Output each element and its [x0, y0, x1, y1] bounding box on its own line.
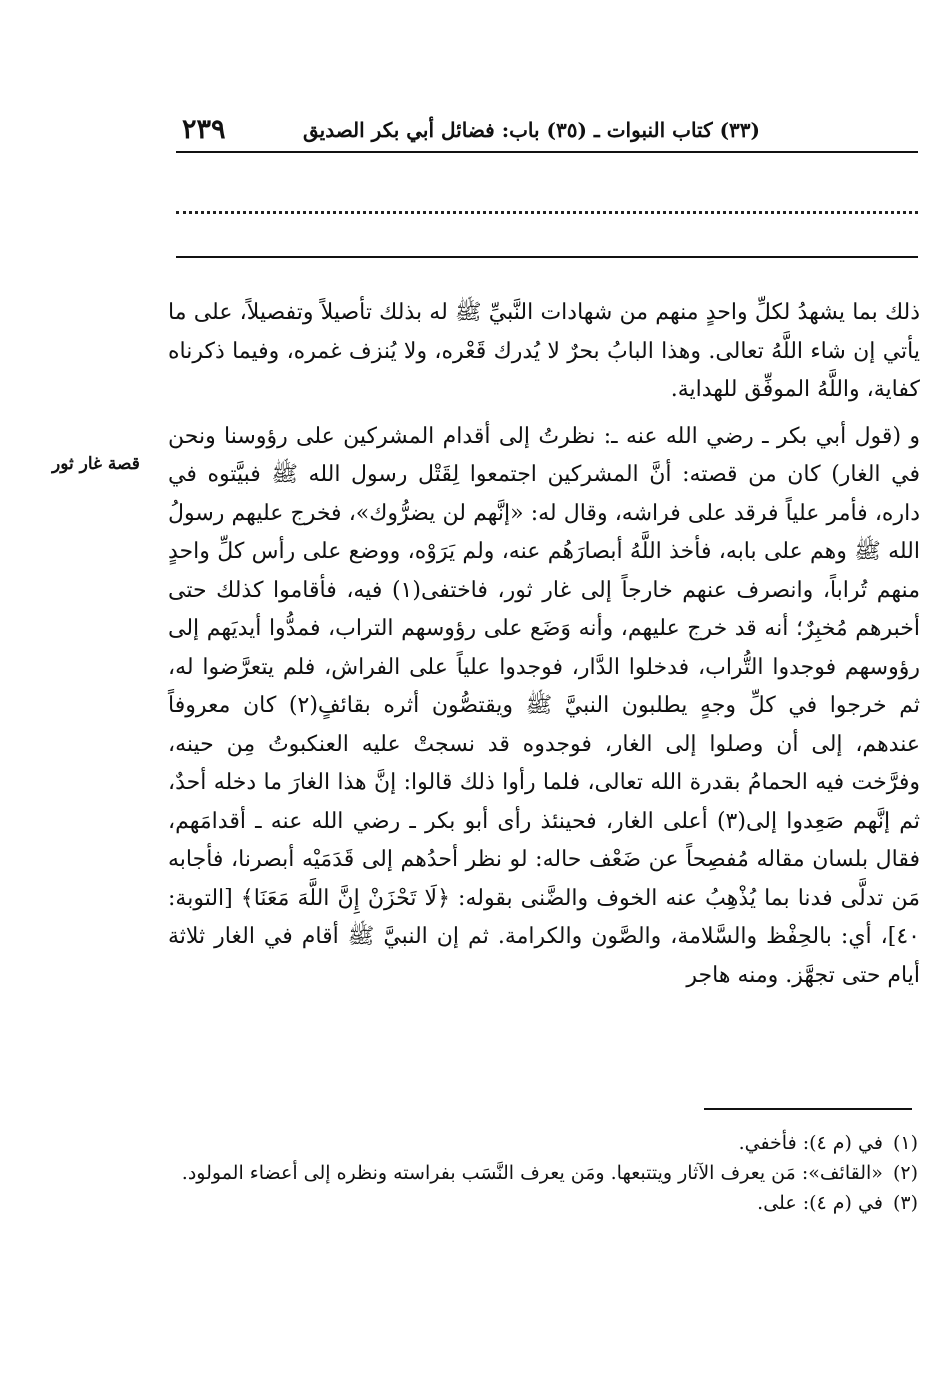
footnotes [168, 1128, 918, 1218]
footnote-text: «القائف»: مَن يعرف الآثار ويتتبعها. ومَن يعرف النَّسَب بفراسته ونظره إلى أعضاء المولود. [181, 1162, 883, 1184]
section-divider-rule [176, 256, 918, 258]
page-header [176, 112, 918, 152]
footnote-2 [168, 1158, 918, 1188]
footnote-1 [168, 1128, 918, 1158]
paragraph-2: و (قول أبي بكر ـ رضي الله عنه ـ: نظرتُ إلى أقدام المشركين على رؤوسنا ونحن في الغار) كان من قصته: أنَّ المشركين اجتمعوا لِقَتْل رسول الله ﷺ فبيَّتوه في داره، فأمر علياً فرقد على فراشه، وقال له: «إنَّهم لن يضرُّوك»، فخرج عليهم رسولُ الله ﷺ وهم على بابه، فأخذ اللَّهُ أبصارَهُم عنه، ولم يَرَوْه، ووضع على رأس كلِّ واحدٍ منهم تُراباً، وانصرف عنهم خارجاً إلى غار ثور، فاختفى(١) فيه، فأقاموا كذلك حتى أخبرهم مُخبِرٌ؛ أنه قد خرج عليهم، وأنه وَضَع على رؤوسهم التراب، فمدُّوا أيديَهم إلى رؤوسهم فوجدوا التُّراب، فدخلوا الدَّار، فوجدوا علياً على الفراش، فلم يتعرَّضوا له، ثم خرجوا في كلِّ وجهٍ يطلبون النبيَّ ﷺ ويقتصُّون أثره بقائفٍ(٢) كان معروفاً عندهم، إلى أن وصلوا إلى الغار، فوجدوه قد نسجتْ عليه العنكبوتُ مِن حينه، وفرَّخت فيه الحمامُ بقدرة الله تعالى، فلما رأوا ذلك قالوا: إنَّ هذا الغارَ ما دخله أحدٌ، ثم إنَّهم صَعِدوا إلى(٣) أعلى الغار، فحينئذ رأى أبو بكر ـ رضي الله عنه ـ أقدامَهم، فقال بلسان مقاله مُفصِحاً عن ضَعْف حاله: لو نظر أحدُهم إلى قَدَمَيْه أبصرنا، فأجابه مَن تدلَّى فدنا بما يُذْهِبُ عنه الخوف والضَّنى بقوله: ﴿لَا تَحْزَنْ إِنَّ اللَّهَ مَعَنَا﴾ [التوبة: ٤٠]، أي: بالحِفْظ والسَّلامة، والصَّون والكرامة. ثم إن النبيَّ ﷺ أقام في الغار ثلاثة أيام حتى تجهَّز. ومنه هاجر [168, 423, 921, 988]
page-number: ٢٣٩ [182, 114, 226, 145]
main-text [168, 294, 920, 995]
footnote-3 [168, 1188, 918, 1218]
footnote-separator [704, 1108, 912, 1110]
ellipsis-dotted-line [176, 194, 918, 214]
footnote-text: في (م ٤): على. [757, 1192, 883, 1214]
footnote-number: (٣) [892, 1192, 918, 1214]
footnote-text: في (م ٤): فأخفي. [738, 1132, 883, 1154]
header-rule [176, 151, 918, 153]
footnote-number: (١) [892, 1132, 918, 1154]
paragraph-1: ذلك بما يشهدُ لكلِّ واحدٍ منهم من شهادات النَّبيِّ ﷺ له بذلك تأصيلاً وتفصيلاً، على ما يأتي إن شاء اللَّهُ تعالى. وهذا البابُ بحرٌ لا يُدرك قَعْره، ولا يُنزف غمره، وفيما ذكرناه كفاية، واللَّهُ الموفِّق للهداية. [168, 300, 920, 402]
margin-note: قصة غار ثور [52, 454, 140, 474]
footnote-number: (٢) [892, 1162, 918, 1184]
running-title: (٣٣) كتاب النبوات ـ (٣٥) باب: فضائل أبي بكر الصديق [302, 118, 760, 142]
